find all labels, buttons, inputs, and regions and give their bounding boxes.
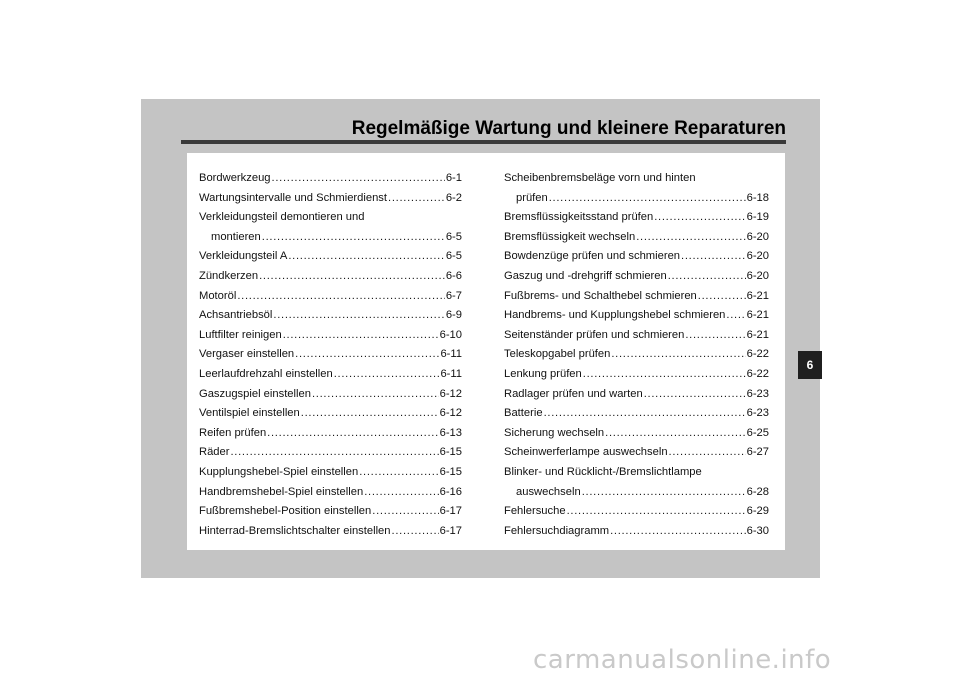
toc-entry[interactable] <box>199 443 462 463</box>
toc-entry-title: Radlager prüfen und warten <box>504 387 643 400</box>
dot-leader <box>610 522 746 542</box>
toc-entry[interactable] <box>199 502 462 522</box>
dot-leader <box>698 287 746 307</box>
toc-page-number: 6-22 <box>746 348 769 361</box>
toc-page-number: 6-5 <box>445 230 462 243</box>
dot-leader <box>267 424 438 444</box>
toc-entry[interactable] <box>199 169 462 189</box>
toc-entry[interactable] <box>504 365 769 385</box>
toc-page-number: 6-1 <box>445 172 462 184</box>
dot-leader <box>726 306 745 326</box>
toc-entry-title: Gaszug und -drehgriff schmieren <box>504 269 667 282</box>
dot-leader <box>295 345 439 365</box>
title-rule <box>181 140 786 144</box>
toc-entry-title: Kupplungshebel-Spiel einstellen <box>199 465 359 478</box>
toc-entry-title: Fußbremshebel-Position einstellen <box>199 505 372 518</box>
toc-page-number: 6-17 <box>439 505 462 518</box>
toc-entry-title: Ventilspiel einstellen <box>199 407 300 420</box>
toc-page-number: 6-16 <box>439 485 462 498</box>
page-title: Regelmäßige Wartung und kleinere Reparaturen <box>351 118 786 139</box>
toc-entry[interactable] <box>199 345 462 365</box>
toc-page-number: 6-17 <box>439 524 462 537</box>
toc-entry[interactable] <box>504 522 769 542</box>
toc-entry-title: Fehlersuchdiagramm <box>504 524 610 537</box>
toc-page-number: 6-28 <box>746 485 769 498</box>
toc-entry[interactable] <box>504 169 769 208</box>
toc-entry[interactable] <box>504 404 769 424</box>
dot-leader <box>273 306 444 326</box>
dot-leader <box>262 228 445 248</box>
dot-leader <box>685 326 745 346</box>
toc-entry-title: Reifen prüfen <box>199 426 267 439</box>
toc-entry[interactable] <box>199 483 462 503</box>
dot-leader <box>681 247 746 267</box>
toc-entry-title: Scheibenbremsbeläge vorn und hinten <box>504 172 696 184</box>
toc-right-column <box>504 169 769 541</box>
toc-entry[interactable] <box>504 208 769 228</box>
toc-entry-title: Hinterrad-Bremslichtschalter einstellen <box>199 524 391 537</box>
dot-leader <box>549 189 746 209</box>
toc-page-number: 6-12 <box>439 387 462 400</box>
toc-entry[interactable] <box>199 522 462 542</box>
toc-entry[interactable] <box>504 424 769 444</box>
toc-entry-title: Handbremshebel-Spiel einstellen <box>199 485 364 498</box>
dot-leader <box>334 365 440 385</box>
toc-entry[interactable] <box>199 247 462 267</box>
toc-entry[interactable] <box>199 326 462 346</box>
toc-entry-title: Bowdenzüge prüfen und schmieren <box>504 250 681 263</box>
toc-entry-title: Vergaser einstellen <box>199 348 295 361</box>
toc-entry-title: Verkleidungsteil A <box>199 250 288 263</box>
toc-entry[interactable] <box>199 208 462 247</box>
toc-entry-title: Blinker- und Rücklicht-/Bremslichtlampe <box>504 465 702 478</box>
toc-entry[interactable] <box>504 228 769 248</box>
toc-entry-title: Gaszugspiel einstellen <box>199 387 311 400</box>
toc-entry[interactable] <box>504 326 769 346</box>
dot-leader <box>312 385 439 405</box>
toc-page-number: 6-20 <box>746 230 769 243</box>
toc-page-number: 6-21 <box>746 289 769 302</box>
toc-entry-title: Lenkung prüfen <box>504 367 582 380</box>
toc-entry-title: Verkleidungsteil demontieren und <box>199 211 365 224</box>
dot-leader <box>544 404 746 424</box>
toc-entry[interactable] <box>199 424 462 444</box>
dot-leader <box>359 463 438 483</box>
toc-entry-title: Handbrems- und Kupplungshebel schmieren <box>504 309 726 322</box>
dot-leader <box>372 502 438 522</box>
toc-entry-title: Bordwerkzeug <box>199 172 271 184</box>
toc-page-number: 6-11 <box>440 367 462 380</box>
toc-entry[interactable] <box>199 404 462 424</box>
toc-entry[interactable] <box>199 189 462 209</box>
dot-leader <box>567 502 746 522</box>
toc-page-number: 6-23 <box>746 387 769 400</box>
dot-leader <box>605 424 745 444</box>
dot-leader <box>301 404 439 424</box>
toc-entry-title: Leerlaufdrehzahl einstellen <box>199 367 333 380</box>
toc-entry[interactable] <box>504 443 769 463</box>
toc-entry-title: Batterie <box>504 407 543 420</box>
toc-page-number: 6-21 <box>746 328 769 341</box>
dot-leader <box>288 247 445 267</box>
toc-entry[interactable] <box>504 267 769 287</box>
toc-page-number: 6-7 <box>445 289 462 302</box>
dot-leader <box>644 385 746 405</box>
toc-entry[interactable] <box>504 247 769 267</box>
toc-page-number: 6-10 <box>439 328 462 341</box>
dot-leader <box>237 287 445 307</box>
toc-entry-title: Fußbrems- und Schalthebel schmieren <box>504 289 697 302</box>
toc-entry-title: Luftfilter reinigen <box>199 328 282 341</box>
toc-left-column <box>199 169 462 541</box>
toc-entry-title: Bremsflüssigkeitsstand prüfen <box>504 211 654 224</box>
toc-page-number: 6-5 <box>445 250 462 263</box>
toc-page-number: 6-20 <box>746 250 769 263</box>
toc-page-number: 6-19 <box>746 211 769 224</box>
toc-entry[interactable] <box>504 345 769 365</box>
toc-entry-title: Seitenständer prüfen und schmieren <box>504 328 685 341</box>
dot-leader <box>583 365 746 385</box>
toc-entry-title: Motoröl <box>199 289 237 302</box>
dot-leader <box>364 483 438 503</box>
dot-leader <box>611 345 745 365</box>
dot-leader <box>654 208 745 228</box>
toc-entry[interactable] <box>504 463 769 502</box>
toc-page-number: 6-20 <box>746 269 769 282</box>
watermark: carmanualsonline.info <box>533 645 832 675</box>
dot-leader <box>668 267 746 287</box>
toc-entry[interactable] <box>504 502 769 522</box>
toc-entry-title: prüfen <box>516 191 548 204</box>
toc-page-number: 6-15 <box>439 446 462 459</box>
toc-entry[interactable] <box>199 306 462 326</box>
toc-page-number: 6-6 <box>445 269 462 282</box>
toc-page-number: 6-12 <box>439 407 462 420</box>
toc-entry-title: auswechseln <box>516 485 581 498</box>
toc-page-number: 6-18 <box>746 191 769 204</box>
toc-entry[interactable] <box>504 306 769 326</box>
dot-leader <box>283 326 439 346</box>
toc-page-number: 6-30 <box>746 524 769 537</box>
toc-entry[interactable] <box>199 385 462 405</box>
toc-entry[interactable] <box>199 287 462 307</box>
toc-entry[interactable] <box>199 463 462 483</box>
toc-page-number: 6-9 <box>445 309 462 322</box>
dot-leader <box>259 267 445 287</box>
toc-entry[interactable] <box>504 385 769 405</box>
toc-entry[interactable] <box>199 365 462 385</box>
toc-page-number: 6-15 <box>439 465 462 478</box>
toc-page-number: 6-25 <box>746 426 769 439</box>
toc-page-number: 6-21 <box>746 309 769 322</box>
dot-leader <box>388 189 445 209</box>
toc-entry[interactable] <box>504 287 769 307</box>
toc-entry-title: Achsantriebsöl <box>199 309 273 322</box>
toc-page-number: 6-22 <box>746 367 769 380</box>
toc-entry-title: Teleskopgabel prüfen <box>504 348 611 361</box>
toc-page-number: 6-29 <box>746 505 769 518</box>
toc-entry-title: Wartungsintervalle und Schmierdienst <box>199 191 387 204</box>
toc-page-number: 6-23 <box>746 407 769 420</box>
toc-entry-title: Bremsflüssigkeit wechseln <box>504 230 636 243</box>
dot-leader <box>636 228 745 248</box>
dot-leader <box>392 522 439 542</box>
dot-leader <box>272 169 445 189</box>
toc-entry-title: Räder <box>199 446 230 459</box>
dot-leader <box>230 443 438 463</box>
toc-entry-title: Scheinwerferlampe auswechseln <box>504 446 668 459</box>
toc-entry[interactable] <box>199 267 462 287</box>
toc-page-number: 6-13 <box>439 426 462 439</box>
toc-entry-title: Sicherung wechseln <box>504 426 605 439</box>
chapter-tab[interactable]: 6 <box>798 351 822 379</box>
toc-page-number: 6-27 <box>746 446 769 459</box>
toc-page-number: 6-11 <box>440 348 462 361</box>
toc-entry-title: montieren <box>211 230 261 243</box>
dot-leader <box>582 483 746 503</box>
toc-entry-title: Fehlersuche <box>504 505 566 518</box>
toc-page-number: 6-2 <box>445 191 462 204</box>
toc-entry-title: Zündkerzen <box>199 269 259 282</box>
dot-leader <box>669 443 746 463</box>
